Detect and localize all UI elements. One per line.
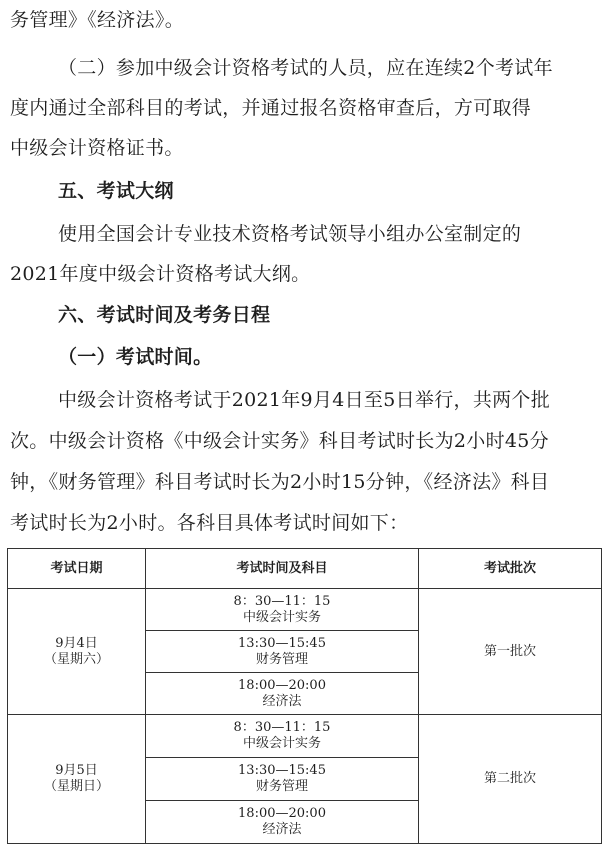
table-row [8, 589, 602, 631]
batch-cell: 第一批次 [419, 589, 602, 715]
slot-cell [146, 631, 419, 673]
paragraph-line: 2021年度中级会计资格考试大纲。 [10, 263, 311, 285]
section-heading: 六、考试时间及考务日程 [58, 304, 271, 326]
table-header-row [8, 549, 602, 589]
header-cell: 考试时间及科目 [146, 549, 419, 589]
header-cell: 考试批次 [419, 549, 602, 589]
slot-cell [146, 673, 419, 715]
date-cell [8, 715, 146, 844]
slot-time: 18:00—20:00 [238, 677, 326, 693]
date-label: 9月4日 [55, 635, 98, 651]
slot-time: 13:30—15:45 [238, 763, 326, 778]
slot-time: 8：30—11：15 [233, 593, 331, 609]
date-label: 9月5日 [55, 763, 98, 778]
section-heading: 五、考试大纲 [58, 180, 174, 202]
slot-cell [146, 589, 419, 631]
paragraph-line: （二）参加中级会计资格考试的人员，应在连续2个考试年 [58, 57, 553, 79]
paragraph-line: 使用全国会计专业技术资格考试领导小组办公室制定的 [58, 223, 522, 245]
slot-subject: 中级会计实务 [242, 736, 321, 751]
slot-subject: 中级会计实务 [242, 609, 321, 625]
weekday-label: （星期日） [43, 779, 109, 794]
slot-cell [146, 801, 419, 844]
slot-subject: 财务管理 [255, 779, 308, 794]
subsection-heading: （一）考试时间。 [58, 346, 213, 368]
paragraph-line: 务管理》《经济法》。 [10, 9, 185, 31]
slot-subject: 经济法 [262, 822, 302, 837]
slot-time: 18:00—20:00 [238, 806, 326, 821]
exam-schedule-table [7, 548, 602, 844]
slot-subject: 财务管理 [255, 651, 308, 667]
weekday-label: （星期六） [43, 651, 109, 667]
table-row [8, 715, 602, 758]
slot-cell [146, 715, 419, 758]
header-cell: 考试日期 [8, 549, 146, 589]
paragraph-line: 中级会计资格证书。 [10, 137, 184, 159]
slot-cell [146, 758, 419, 801]
paragraph-line: 考试时长为2小时。各科目具体考试时间如下： [10, 512, 409, 534]
slot-time: 8：30—11：15 [233, 720, 331, 735]
date-cell [8, 589, 146, 715]
paragraph-line: 中级会计资格考试于2021年9月4日至5日举行，共两个批 [58, 389, 551, 411]
slot-time: 13:30—15:45 [238, 635, 326, 651]
slot-subject: 经济法 [262, 693, 302, 709]
paragraph-line: 次。中级会计资格《中级会计实务》科目考试时长为2小时45分 [10, 430, 549, 452]
paragraph-line: 钟，《财务管理》科目考试时长为2小时15分钟，《经济法》科目 [10, 471, 550, 493]
batch-cell: 第二批次 [419, 715, 602, 844]
paragraph-line: 度内通过全部科目的考试，并通过报名资格审查后，方可取得 [10, 97, 532, 119]
